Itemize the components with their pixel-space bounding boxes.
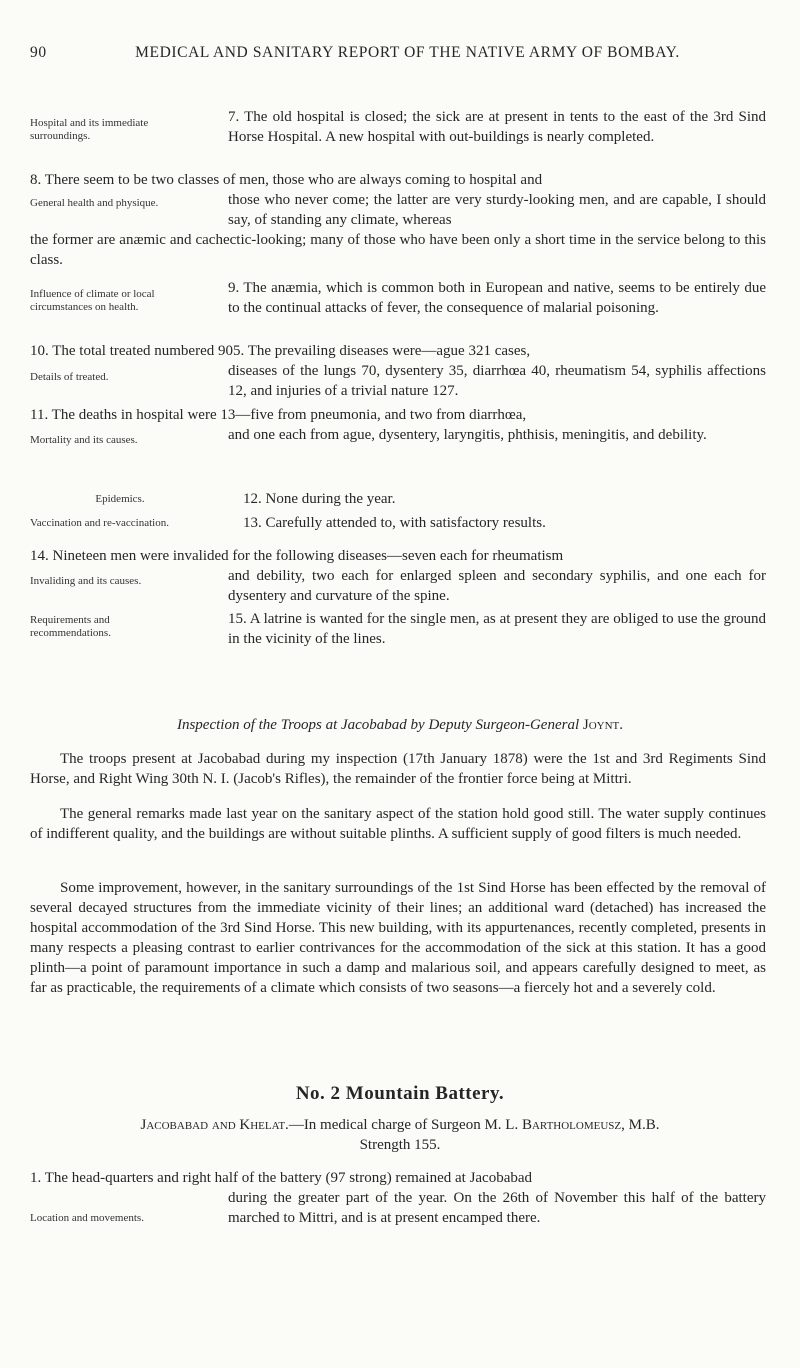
margin-note-vaccination: Vaccination and re-vaccination. [30, 517, 169, 529]
paragraph-7: 7. The old hospital is closed; the sick are at present in tents to the east of the 3rd Sind Horse Hospital. A new hospital with out-buildings is nearly completed. [228, 109, 766, 145]
inspection-paragraph-2: The general remarks made last year on the sanitary aspect of the station hold good still. The water supply continues of indifferent quality, and the buildings are without suitable plinths. A sufficient supply of good filters is much needed. [30, 806, 766, 842]
inspection-paragraph-1: The troops present at Jacobabad during my inspection (17th January 1878) were the 1st and 3rd Regiments Sind Horse, and Right Wing 30th N. I. (Jacob's Rifles), the remainder of the frontier force being at Mittri. [30, 751, 766, 787]
margin-note-general-health: General health and physique. [30, 197, 159, 209]
margin-note-hospital: Hospital and its immediate surroundings. [30, 117, 149, 142]
paragraph-8-first-line: 8. There seem to be two classes of men, those who are always coming to hospital and [30, 172, 543, 188]
inspection-heading [30, 715, 770, 735]
battery-charge-degree: M.B. [628, 1117, 660, 1133]
margin-note-requirements: Requirements and recommendations. [30, 614, 111, 639]
paragraph-10-indented: diseases of the lungs 70, dysentery 35, diarrhœa 40, rheumatism 54, syphilis affections 12, and injuries of a trivial nature 127. [228, 363, 766, 399]
battery-charge-name: Bartholomeusz, [521, 1117, 625, 1133]
paragraph-9: 9. The anæmia, which is common both in European and native, seems to be entirely due to the continual attacks of fever, the consequence of malarial poisoning. [228, 280, 766, 316]
running-title: MEDICAL AND SANITARY REPORT OF THE NATIVE ARMY OF BOMBAY. [135, 44, 680, 61]
inspection-heading-name: Joynt. [582, 717, 624, 733]
paragraph-14-indented: and debility, two each for enlarged spleen and secondary syphilis, and one each for dysentery and curvature of the spine. [228, 568, 766, 604]
paragraph-11-indented: and one each from ague, dysentery, laryngitis, phthisis, meningitis, and debility. [228, 427, 707, 443]
margin-note-epidemics: Epidemics. [95, 493, 145, 505]
paragraph-8-indented: those who never come; the latter are very sturdy-looking men, and are capable, I should say, of standing any climate, whereas [228, 192, 766, 228]
battery-charge-place: Jacobabad and Khelat. [140, 1117, 289, 1133]
battery-charge-line [30, 1115, 770, 1135]
battery-strength: Strength 155. [359, 1137, 441, 1153]
battery-charge-text: —In medical charge of Surgeon M. L. [288, 1117, 519, 1133]
battery-paragraph-1-indented: during the greater part of the year. On the 26th of November this half of the battery marched to Mittri, and is at present encamped there. [228, 1190, 766, 1226]
battery-paragraph-1-first-line: 1. The head-quarters and right half of the battery (97 strong) remained at Jacobabad [30, 1170, 533, 1186]
paragraph-13: 13. Carefully attended to, with satisfactory results. [243, 515, 546, 531]
margin-note-location: Location and movements. [30, 1212, 144, 1224]
battery-title: No. 2 Mountain Battery. [295, 1083, 505, 1104]
margin-note-climate: Influence of climate or local circumstances on health. [30, 288, 155, 313]
margin-note-mortality: Mortality and its causes. [30, 434, 138, 446]
paragraph-11-first-line: 11. The deaths in hospital were 13—five from pneumonia, and two from diarrhœa, [30, 407, 527, 423]
paragraph-15: 15. A latrine is wanted for the single men, as at present they are obliged to use the ground in the vicinity of the lines. [228, 611, 766, 647]
inspection-paragraph-3: Some improvement, however, in the sanitary surroundings of the 1st Sind Horse has been effected by the removal of several decayed structures from the immediate vicinity of their lines; an additional ward (detached) has increased the hospital accommodation of the 3rd Sind Horse. This new building, with its appurtenances, recently completed, presents in many respects a pleasing contrast to earlier contrivances for the accommodation of the sick at this station. It has a good plinth—a point of paramount importance in such a damp and malarious soil, and appears carefully designed to meet, as far as practicable, the requirements of a climate which consists of two seasons—a fiercely hot and a severely cold. [30, 880, 766, 996]
paragraph-12: 12. None during the year. [243, 491, 396, 507]
margin-note-invaliding: Invaliding and its causes. [30, 575, 142, 587]
paragraph-14-first-line: 14. Nineteen men were invalided for the following diseases—seven each for rheumatism [30, 548, 564, 564]
inspection-heading-italic: Inspection of the Troops at Jacobabad by Deputy Surgeon-General [176, 717, 580, 733]
page-number: 90 [30, 44, 47, 61]
paragraph-8-rest: the former are anæmic and cachectic-looking; many of those who have been only a short time in the service belong to this class. [30, 232, 766, 268]
margin-note-details: Details of treated. [30, 371, 109, 383]
paragraph-10-first-line: 10. The total treated numbered 905. The prevailing diseases were—ague 321 cases, [30, 343, 531, 359]
